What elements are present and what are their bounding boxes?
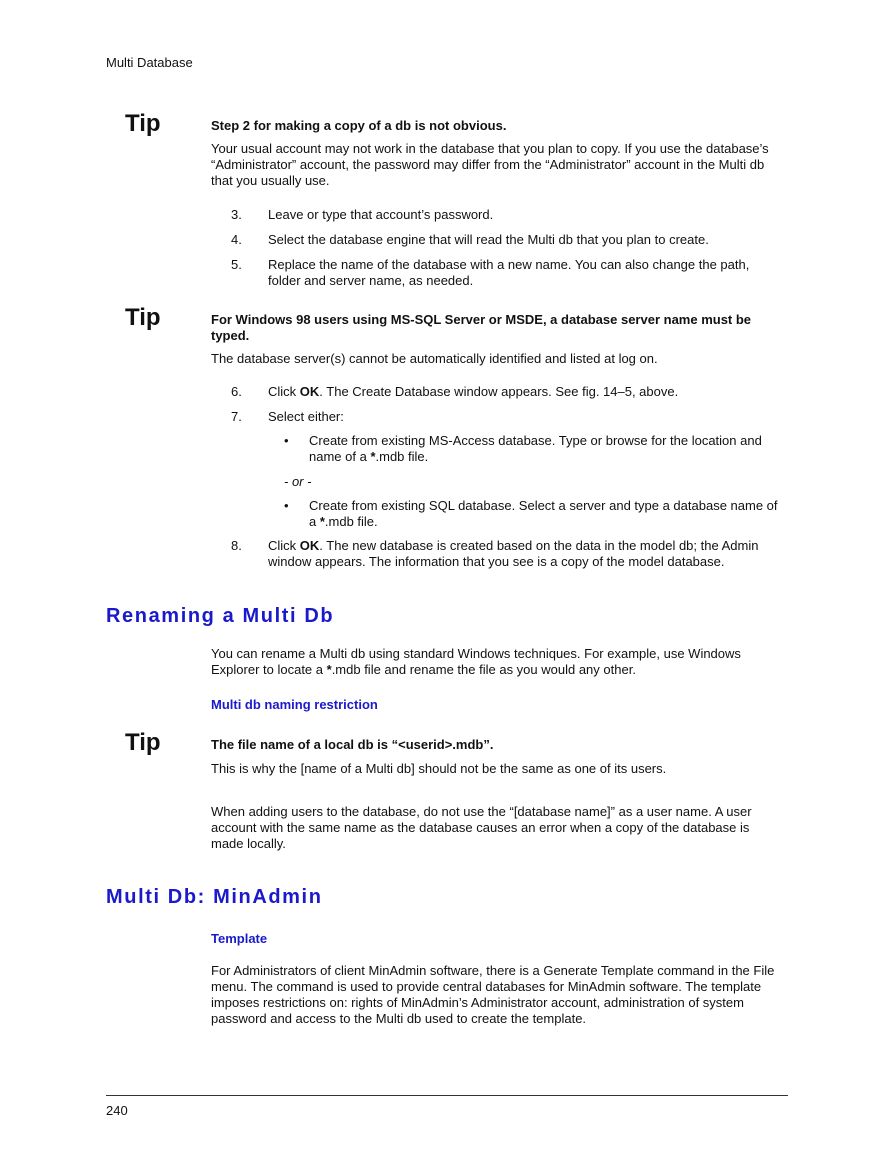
step-number: 7. [231,409,242,424]
step-text: Select either: [268,409,344,424]
section-paragraph: For Administrators of client MinAdmin software, there is a Generate Template command in the File menu. The command is used to provide central databases for MinAdmin software. The template imposes restrictions on: rights of MinAdmin’s Administrator account, administration of system password and access to the Multi db used to create the template. [211,963,775,1026]
subsection-heading: Multi db naming restriction [211,697,378,712]
bullet-text: Create from existing MS-Access database. Type or browse for the location and name of a *.mdb file. [309,433,762,464]
step-number: 4. [231,232,242,247]
tip-title: Step 2 for making a copy of a db is not obvious. [211,118,507,133]
bullet-icon: • [284,433,289,448]
tip-label: Tip [125,110,161,137]
section-heading: Multi Db: MinAdmin [106,886,323,908]
step-text: Replace the name of the database with a new name. You can also change the path, folder and server name, as needed. [268,257,750,288]
tip-body: Your usual account may not work in the database that you plan to copy. If you use the database’s “Administrator” account, the password may differ from the “Administrator” account in the Multi db that you usually use. [211,141,769,188]
step-number: 8. [231,538,242,553]
step-text: Click OK. The Create Database window appears. See fig. 14–5, above. [268,384,679,399]
section-paragraph: You can rename a Multi db using standard Windows techniques. For example, use Windows Explorer to locate a *.mdb file and rename the file as you would any other. [211,646,741,677]
tip-body: This is why the [name of a Multi db] should not be the same as one of its users. [211,761,667,776]
tip-label: Tip [125,304,161,331]
tip-body: The database server(s) cannot be automatically identified and listed at log on. [211,351,658,366]
page-number: 240 [106,1103,128,1118]
section-heading: Renaming a Multi Db [106,605,335,627]
step-number: 5. [231,257,242,272]
users-paragraph: When adding users to the database, do not use the “[database name]” as a user name. A user account with the same name as the database causes an error when a copy of the database is made locally. [211,804,752,851]
bullet-icon: • [284,498,289,513]
subsection-heading: Template [211,931,268,946]
step-text: Select the database engine that will read the Multi db that you plan to create. [268,232,709,247]
step-number: 3. [231,207,242,222]
step-number: 6. [231,384,242,399]
tip-title: The file name of a local db is “<userid>.mdb”. [211,737,494,752]
tip-label: Tip [125,729,161,756]
tip-title: For Windows 98 users using MS-SQL Server or MSDE, a database server name must be typed. [211,312,752,343]
step-text: Click OK. The new database is created based on the data in the model db; the Admin window appears. The information that you see is a copy of the model database. [268,538,759,569]
or-separator: - or - [284,474,312,489]
bullet-text: Create from existing SQL database. Select a server and type a database name of a *.mdb file. [309,498,778,529]
running-header: Multi Database [106,55,193,70]
step-text: Leave or type that account’s password. [268,207,494,222]
footer-rule [106,1095,788,1096]
